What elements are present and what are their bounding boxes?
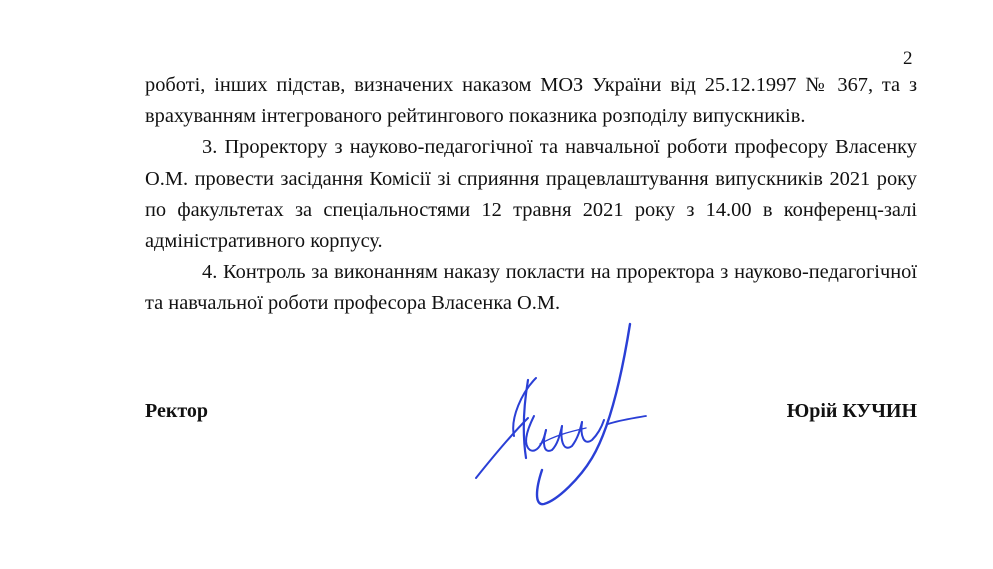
signatory-title: Ректор [145,400,209,422]
document-body [145,70,917,320]
paragraph-item-4: 4. Контроль за виконанням наказу покласти на проректора з науково-педагогічної та навчальної роботи професора Власенка О.М. [145,261,917,315]
page-number: 2 [903,48,913,69]
paragraph-continuation: роботі, інших підстав, визначених наказом МОЗ України від 25.12.1997 № 367, та з врахуванням інтегрованого рейтингового показника розподілу випускників. [145,74,917,128]
handwritten-signature [470,318,670,518]
signatory-name: Юрій КУЧИН [786,400,917,422]
paragraph-item-3: 3. Проректору з науково-педагогічної та навчальної роботи професору Власенку О.М. провести засідання Комісії зі сприяння працевлаштування випускників 2021 року по факультетах за спеціальностями 12 травня 2021 року з 14.00 в конференц-залі адміністративного корпусу. [145,136,917,253]
